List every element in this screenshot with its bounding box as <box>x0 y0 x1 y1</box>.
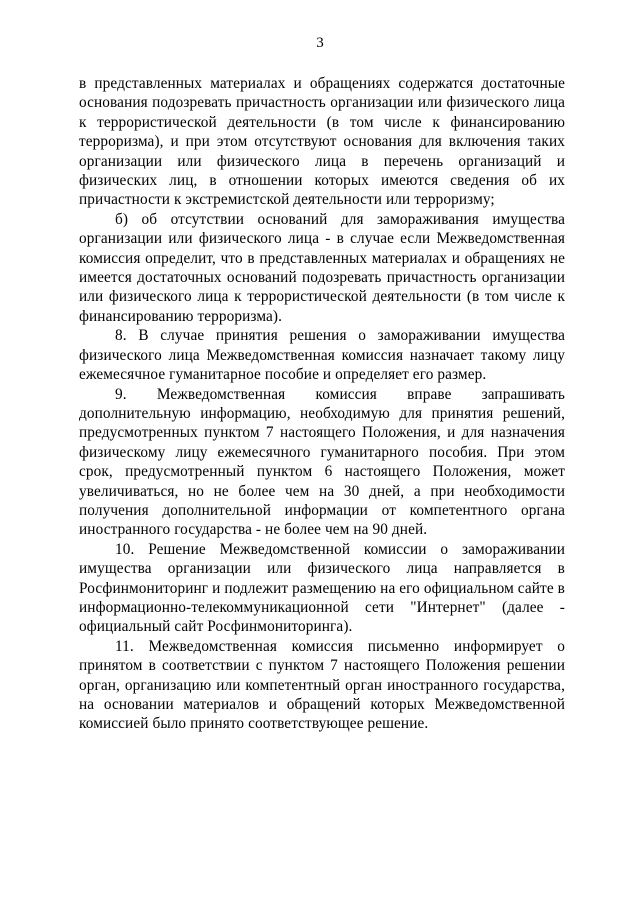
paragraph-item-8: 8. В случае принятия решения о замораживании имущества физического лица Межведомственная комиссия назначает такому лицу ежемесячное гуманитарное пособие и определяет его размер. <box>79 327 565 384</box>
paragraph-item-9: 9. Межведомственная комиссия вправе запрашивать дополнительную информацию, необходимую для принятия решений, предусмотренных пунктом 7 настоящего Положения, и для назначения физическому лицу ежемесячного гуманитарного пособия. При этом срок, предусмотренный пунктом 6 настоящего Положения, может увеличиваться, но не более чем на 30 дней, а при необходимости получения дополнительной информации от компетентного органа иностранного государства - не более чем на 90 дней. <box>79 385 565 539</box>
document-body <box>79 74 565 734</box>
page-number: 3 <box>316 35 324 51</box>
paragraph-item-10: 10. Решение Межведомственной комиссии о замораживании имущества организации или физического лица направляется в Росфинмониторинг и подлежит размещению на его официальном сайте в информационно-телекоммуникационной сети "Интернет" (далее - официальный сайт Росфинмониторинга). <box>79 540 565 636</box>
paragraph-item-b: б) об отсутствии оснований для замораживания имущества организации или физического лица - в случае если Межведомственная комиссия определит, что в представленных материалах и обращениях не имеется достаточных оснований подозревать причастность организации или физического лица к террористической деятельности (в том числе к финансированию терроризма). <box>79 210 565 325</box>
paragraph-continuation: в представленных материалах и обращениях содержатся достаточные основания подозревать причастность организации или физического лица к террористической деятельности (в том числе к финансированию терроризма), и при этом отсутствуют основания для включения таких организации или физического лица в перечень организаций и физических лиц, в отношении которых имеются сведения об их причастности к экстремистской деятельности или терроризму; <box>79 75 565 209</box>
paragraph-item-11: 11. Межведомственная комиссия письменно информирует о принятом в соответствии с пунктом 7 настоящего Положения решении орган, организацию или компетентный орган иностранного государства, на основании материалов и обращений которых Межведомственной комиссией было принято соответствующее решение. <box>79 637 565 733</box>
